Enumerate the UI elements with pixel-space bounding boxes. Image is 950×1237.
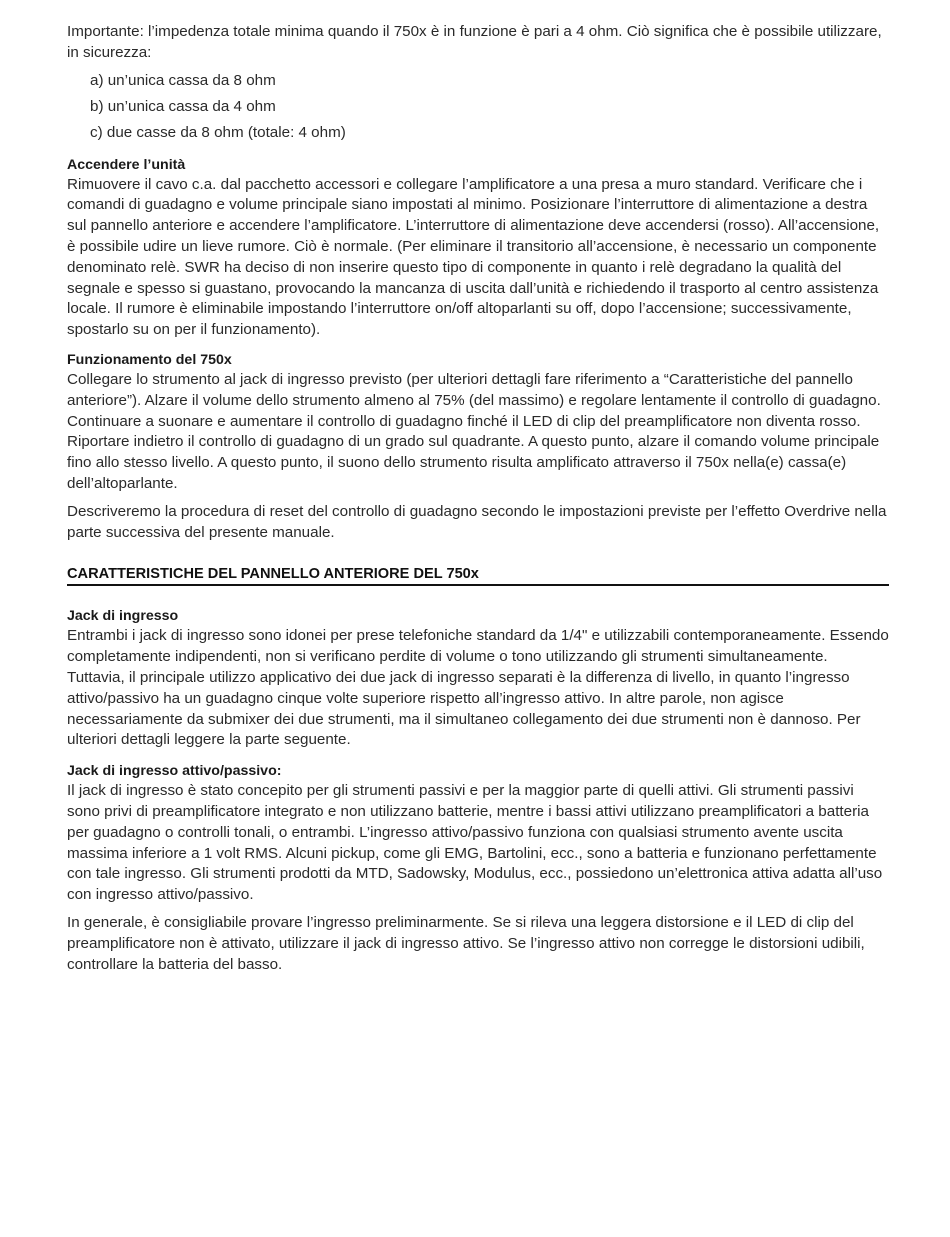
- paragraph-jack-attivo-2: In generale, è consigliabile provare l’ingresso preliminarmente. Se si rileva una leggera distorsione e il LED di clip del preamplificatore non è attivato, utilizzare il jack di ingresso attivo. Se l’ingresso attivo non corregge le distorsioni udibili, controllare la batteria del basso.: [67, 913, 865, 973]
- heading-accendere: Accendere l’unità: [67, 156, 186, 173]
- heading-funzionamento: Funzionamento del 750x: [67, 351, 232, 368]
- list-item: b) un’unica cassa da 4 ohm: [90, 97, 276, 115]
- speaker-options-list: [67, 68, 889, 146]
- list-item: c) due casse da 8 ohm (totale: 4 ohm): [90, 123, 346, 141]
- intro-paragraph: Importante: l’impedenza totale minima quando il 750x è in funzione è pari a 4 ohm. Ciò significa che è possibile utilizzare, in sicurezza:: [67, 23, 882, 61]
- paragraph-accendere: Rimuovere il cavo c.a. dal pacchetto accessori e collegare l’amplificatore a una presa a muro standard. Verificare che i comandi di guadagno e volume principale siano impostati al minimo. Posizionare l’interruttore di alimentazione a destra sul pannello anteriore e accendere l’amplificatore. L’interruttore di alimentazione deve accendersi (rosso). All’accensione, è possibile udire un lieve rumore. Ciò è normale. (Per eliminare il transitorio all’accensione, è necessario un componente denominato relè. SWR ha deciso di non inserire questo tipo di componente in quanto i relè degradano la qualità del segnale e spesso si guastano, provocando la mancanza di uscita dall’unità e richiedendo il trasporto al centro assistenza locale. Il rumore è eliminabile impostando l’interruttore on/off altoparlanti su off, dopo l’accensione; successivamente, spostarlo su on per il funzionamento).: [67, 175, 880, 339]
- paragraph-funzionamento-1: Collegare lo strumento al jack di ingresso previsto (per ulteriori dettagli fare riferimento a “Caratteristiche del pannello anteriore”). Alzare il volume dello strumento almeno al 75% (del massimo) e regolare lentamente il controllo di guadagno. Continuare a suonare e aumentare il controllo di guadagno finché il LED di clip del preamplificatore non diventa rosso. Riportare indietro il controllo di guadagno di un grado sul quadrante. A questo punto, alzare il comando volume principale fino allo stesso livello. A questo punto, il suono dello strumento risulta amplificato attraverso il 750x nella(e) cassa(e) dell’altoparlante.: [67, 370, 881, 492]
- section-title: CARATTERISTICHE DEL PANNELLO ANTERIORE DEL 750x: [67, 565, 889, 586]
- document-page: [67, 22, 889, 975]
- heading-jack: Jack di ingresso: [67, 608, 179, 625]
- paragraph-jack: Entrambi i jack di ingresso sono idonei per prese telefoniche standard da 1/4" e utilizzabili contemporaneamente. Essendo completamente indipendenti, non si verificano perdite di volume o tono utilizzando gli strumenti simultaneamente. Tuttavia, il principale utilizzo applicativo dei due jack di ingresso separati è la differenza di livello, in quanto l’ingresso attivo/passivo ha un guadagno cinque volte superiore rispetto all’ingresso attivo. In altre parole, non agisce necessariamente da submixer dei due strumenti, ma il simultaneo collegamento dei due strumenti non è dannoso. Per ulteriori dettagli leggere la parte seguente.: [67, 627, 889, 749]
- list-item: a) un’unica cassa da 8 ohm: [90, 71, 276, 89]
- paragraph-jack-attivo-1: Il jack di ingresso è stato concepito per gli strumenti passivi e per la maggior parte di quelli attivi. Gli strumenti passivi sono privi di preamplificatore integrato e non utilizzano batterie, mentre i bassi attivi utilizzano preamplificatori a batteria per guadagno o controlli tonali, o entrambi. L’ingresso attivo/passivo funziona con qualsiasi strumento avente uscita massima inferiore a 1 volt RMS. Alcuni pickup, come gli EMG, Bartolini, ecc., sono a batteria e funzionano perfettamente con tale ingresso. Gli strumenti prodotti da MTD, Sadowsky, Modulus, ecc., possiedono un’elettronica attiva adatta all’uso con ingresso attivo/passivo.: [67, 782, 883, 904]
- heading-jack-attivo: Jack di ingresso attivo/passivo:: [67, 763, 282, 780]
- paragraph-funzionamento-2: Descriveremo la procedura di reset del controllo di guadagno secondo le impostazioni previste per l’effetto Overdrive nella parte successiva del presente manuale.: [67, 502, 887, 541]
